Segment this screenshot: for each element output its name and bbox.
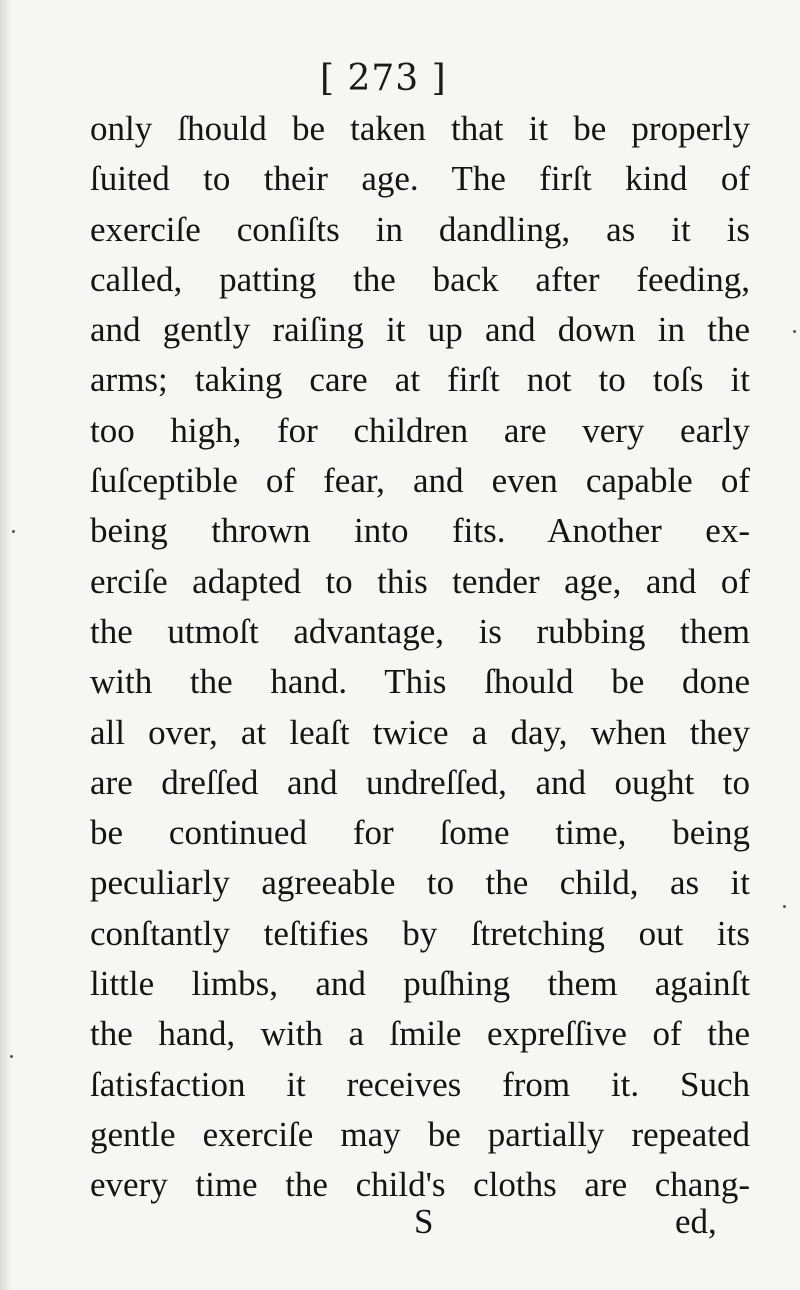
ink-speck	[10, 1055, 13, 1058]
page-number: [ 273 ]	[320, 58, 447, 99]
text-line: ſuſceptible of fear, and even capable of	[90, 461, 750, 501]
text-line: every time the child's cloths are chang-	[90, 1165, 750, 1205]
text-line: gentle exerciſe may be partially repeated	[90, 1114, 750, 1154]
text-line: are dreſſed and undreſſed, and ought to	[90, 762, 750, 802]
text-line: conſtantly teſtifies by ſtretching out its	[90, 913, 750, 953]
page-edge-shadow	[0, 0, 12, 1290]
body-text	[90, 104, 750, 1211]
catchword: ed,	[675, 1202, 717, 1241]
text-line: all over, at leaſt twice a day, when they	[90, 712, 750, 752]
text-line: and gently raiſing it up and down in the	[90, 310, 750, 350]
text-line: be continued for ſome time, being	[90, 813, 750, 853]
text-line: being thrown into fits. Another ex-	[90, 511, 750, 551]
text-line: the hand, with a ſmile expreſſive of the	[90, 1014, 750, 1054]
text-line: too high, for children are very early	[90, 410, 750, 450]
ink-speck	[12, 530, 15, 533]
text-line: peculiarly agreeable to the child, as it	[90, 863, 750, 903]
signature-mark: S	[414, 1202, 434, 1241]
ink-speck	[793, 330, 796, 333]
text-line: erciſe adapted to this tender age, and of	[90, 561, 750, 601]
text-line: exerciſe conſiſts in dandling, as it is	[90, 209, 750, 249]
text-line: called, patting the back after feeding,	[90, 259, 750, 299]
text-line: ſuited to their age. The firſt kind of	[90, 159, 750, 199]
text-line: arms; taking care at firſt not to toſs it	[90, 360, 750, 400]
text-line: with the hand. This ſhould be done	[90, 662, 750, 702]
text-line: the utmoſt advantage, is rubbing them	[90, 611, 750, 651]
text-line: ſatisfaction it receives from it. Such	[90, 1064, 750, 1104]
text-line: little limbs, and puſhing them againſt	[90, 964, 750, 1004]
ink-speck	[783, 905, 786, 908]
text-line: only ſhould be taken that it be properly	[90, 109, 750, 148]
